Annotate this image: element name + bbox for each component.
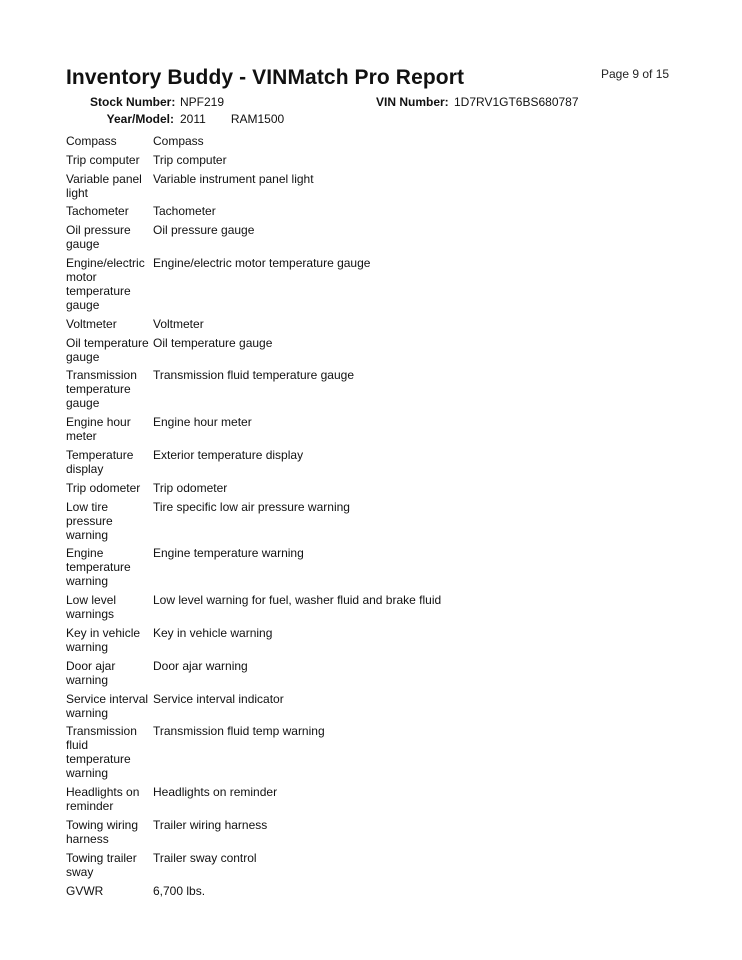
stock-number-label: Stock Number: (90, 95, 176, 109)
feature-name: Engine hour meter (66, 415, 131, 444)
feature-name: Oil pressure gauge (66, 223, 131, 252)
feature-name: Voltmeter (66, 316, 117, 331)
feature-value: Engine hour meter (153, 415, 252, 430)
feature-name: Towing wiring harness (66, 817, 139, 846)
feature-value: Tachometer (153, 204, 216, 219)
feature-value: Voltmeter (153, 316, 204, 331)
feature-name: Engine/electric motor temperature gauge (66, 255, 145, 312)
feature-row (66, 256, 496, 312)
feature-row (66, 500, 496, 542)
model-value: RAM1500 (230, 112, 285, 126)
feature-value: Compass (153, 134, 204, 148)
vin-number-field (376, 95, 579, 109)
feature-row (66, 626, 496, 654)
feature-name: Oil temperature gauge (66, 335, 149, 364)
feature-name: Door ajar warning (66, 658, 116, 687)
feature-value: Headlights on reminder (153, 785, 278, 800)
feature-row (66, 692, 496, 720)
feature-name: Towing trailer sway (66, 850, 137, 879)
feature-value: Trip odometer (153, 480, 228, 495)
feature-value: Engine temperature warning (153, 546, 304, 561)
feature-name: Transmission fluid temperature warning (66, 724, 137, 781)
vin-number-value: 1D7RV1GT6BS680787 (454, 95, 579, 109)
feature-value: Trailer sway control (153, 850, 257, 865)
feature-value: Oil pressure gauge (153, 223, 255, 238)
feature-name: Engine temperature warning (66, 546, 131, 589)
feature-value: Key in vehicle warning (153, 625, 273, 640)
feature-row (66, 204, 496, 218)
feature-value: Engine/electric motor temperature gauge (153, 255, 371, 270)
feature-value: Door ajar warning (153, 658, 248, 673)
feature-row (66, 223, 496, 251)
feature-value: Oil temperature gauge (153, 335, 273, 350)
feature-row (66, 851, 496, 879)
feature-row (66, 659, 496, 687)
feature-value: 6,700 lbs. (153, 883, 206, 898)
feature-name: Service interval warning (66, 691, 149, 720)
feature-value: Service interval indicator (153, 691, 284, 706)
feature-row (66, 818, 496, 846)
feature-name: Low level warnings (66, 593, 117, 622)
report-title: Inventory Buddy - VINMatch Pro Report (66, 66, 465, 89)
feature-value: Exterior temperature display (153, 447, 304, 462)
feature-row (66, 724, 496, 780)
feature-row (66, 448, 496, 476)
feature-row (66, 593, 496, 621)
feature-row (66, 415, 496, 443)
feature-list (66, 134, 496, 902)
feature-name: Low tire pressure warning (66, 499, 113, 542)
year-model-label: Year/Model: (106, 112, 174, 126)
feature-name: Headlights on reminder (66, 785, 140, 814)
feature-value: Variable instrument panel light (153, 171, 314, 186)
feature-value: Tire specific low air pressure warning (153, 499, 350, 514)
feature-name: Trip odometer (66, 480, 141, 495)
feature-row (66, 336, 496, 364)
vin-number-label: VIN Number: (376, 95, 449, 109)
stock-number-field (90, 95, 224, 109)
feature-value: Transmission fluid temp warning (153, 724, 325, 739)
year-value: 2011 (180, 112, 206, 126)
feature-value: Transmission fluid temperature gauge (153, 368, 354, 383)
feature-row (66, 884, 496, 898)
feature-row (66, 481, 496, 495)
feature-row (66, 153, 496, 167)
feature-row (66, 317, 496, 331)
feature-name: Transmission temperature gauge (66, 368, 137, 411)
feature-value: Trailer wiring harness (153, 817, 268, 832)
feature-name: Temperature display (66, 447, 134, 476)
feature-row (66, 134, 496, 148)
feature-name: Compass (66, 134, 117, 148)
feature-value: Low level warning for fuel, washer fluid and brake fluid (153, 593, 442, 608)
year-model-field (90, 112, 284, 126)
feature-row (66, 368, 496, 410)
feature-name: Variable panel light (66, 171, 142, 200)
feature-name: Trip computer (66, 152, 140, 167)
feature-name: Key in vehicle warning (66, 625, 141, 654)
feature-value: Trip computer (153, 152, 227, 167)
stock-number-value: NPF219 (180, 95, 225, 109)
feature-name: Tachometer (66, 204, 129, 219)
feature-name: GVWR (66, 883, 104, 898)
feature-row (66, 785, 496, 813)
feature-row (66, 546, 496, 588)
feature-row (66, 172, 496, 200)
page-number: Page 9 of 15 (601, 67, 670, 81)
